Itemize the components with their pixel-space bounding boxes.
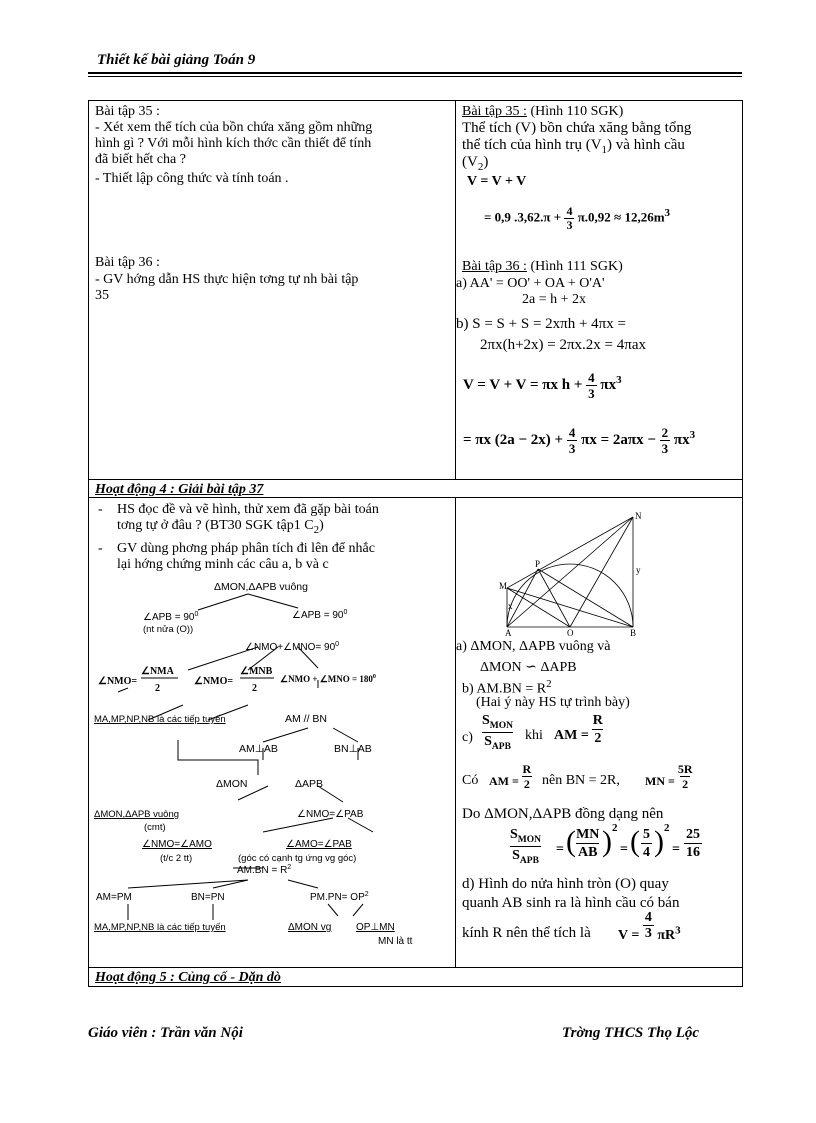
row-divider [88, 967, 742, 968]
ex35-right-title: Bài tập 35 : [462, 104, 527, 119]
ex36-right-heading [462, 259, 623, 275]
paren: ( [566, 825, 576, 858]
diag-d6a: ∠NMA [141, 666, 174, 677]
act4-right-c-frac: $S_{MON}$ $S_{APB}$ [482, 713, 514, 752]
act4-right-do: Do ΔMON,ΔAPB đồng dạng nên [462, 806, 664, 822]
ex35-right-text: thể tích của hình trụ (V [462, 137, 602, 153]
power: 2 [612, 822, 618, 834]
frac-num: S [482, 713, 490, 728]
ratio-frac-mn [576, 826, 599, 861]
ex35-left-line: - Thiết lập công thức và tính toán . [95, 171, 289, 186]
diag-d21: $AM.BN = R^2$ [237, 864, 292, 876]
ex35-right-line: Thể tích (V) bồn chứa xăng bằng tổng [462, 120, 692, 136]
diag-d27: OP⊥MN [356, 922, 395, 933]
act4-right-d1: d) Hình do nửa hình tròn (O) quay [462, 876, 669, 892]
diag-d26: ΔMON vg [288, 922, 332, 933]
fig-label-A: A [505, 628, 512, 638]
ex36-right-ref: (Hình 111 SGK) [526, 259, 623, 274]
frac-num: R [522, 762, 532, 776]
formula-text: πx = 2aπx − [581, 431, 660, 448]
diag-d7a: ∠MNB [240, 666, 273, 677]
act4-right-d2: quanh AB sinh ra là hình cầu có bán [462, 895, 680, 911]
diag-d7: ∠NMO= [194, 676, 234, 687]
formula-text: = 0,9 .3,62.π + [484, 209, 565, 225]
act4-right-co-mn: MN = $\frac{5R}{2}$ [645, 762, 693, 791]
ex35-left-line: - Xét xem thể tích của bồn chứa xăng gồm những [95, 120, 373, 135]
diag-d19: (t/c 2 tt) [160, 853, 193, 864]
diag-two: 2 [252, 683, 257, 694]
formula-text: AM = [489, 774, 522, 788]
ex35-formula-2: = 0,9 .3,62.π + 4 3 $\pi.0,92 \approx 12,26m^3$ [484, 204, 671, 232]
formula-text: πx [600, 376, 617, 393]
ex36-b-line: b) S = S + S = 2xπh + 4πx = [456, 316, 626, 332]
formula-text: = πx (2a − 2x) + [463, 431, 567, 448]
frac-num: 4 [644, 910, 652, 925]
fig-label-N: N [635, 511, 642, 521]
ex36-right-title: Bài tập 36 : [462, 259, 527, 274]
fig-label-B: B [630, 628, 637, 638]
diag-d4: ∠APB = $90^0$ [292, 609, 348, 621]
act4-right-co: Có [462, 773, 479, 788]
diag-d11: AM⊥AB [239, 743, 278, 755]
formula-text: π.0,92 ≈ 12,26m [577, 209, 665, 225]
paren: ( [630, 825, 640, 858]
diag-d16: ∠NMO=∠PAB [297, 809, 364, 820]
diag-d13b: ΔAPB [295, 778, 324, 790]
ex36-formula-2: = πx (2a − 2x) + 4 3 πx = 2aπx − 2 3 $\pi x^3$ [463, 425, 696, 456]
act4-right-a1: a) ΔMON, ΔAPB vuông và [456, 639, 611, 654]
footer-teacher: Giáo viên : Trần văn Nội [88, 1025, 243, 1041]
ex35-left-line: đã biết hết cha ? [95, 152, 186, 167]
ex35-right-heading [462, 104, 623, 120]
diag-d20: (góc có cạnh tg ứng vg góc) [238, 853, 357, 864]
bullet: - [98, 541, 103, 556]
act4-right-c-label: c) [462, 730, 473, 745]
frac-num: R [592, 713, 603, 728]
act4-right-b1: b) $AM.BN = R^2$ [462, 678, 552, 697]
ratio-frac-2516 [684, 826, 702, 861]
frac-num: S [510, 827, 518, 842]
frac-den: S [484, 733, 492, 749]
frac-num: MN [576, 827, 600, 842]
ratio-frac-54 [641, 826, 652, 861]
diag-d22: AM=PM [96, 892, 132, 903]
diag-d15: (cmt) [144, 822, 166, 833]
diag-d8: ∠NMO + ∠MNO = $180^0$ [280, 674, 376, 684]
formula-text: πx [673, 431, 690, 448]
frac-den: S [512, 847, 520, 863]
act4-right-c-am: AM = $\frac{R}{2}$ [554, 713, 603, 746]
ratio-frac-s: $S_{MON}$ $S_{APB}$ [510, 827, 542, 866]
ex36-formula-1: V = V + V = πx h + 4 3 $\pi x^3$ [463, 370, 622, 401]
diag-d5: ∠NMO+∠MNO= $90^0$ [245, 641, 340, 653]
diag-d14: ΔMON,ΔAPB vuông [94, 809, 180, 820]
frac-num: 5R [677, 762, 693, 776]
frac-den: AB [578, 845, 598, 860]
ex35-right-line: $(V_2)$ [462, 154, 489, 173]
ex36-b-line: 2πx(h+2x) = 2πx.2x = 4πax [480, 337, 646, 353]
act4-right-co-nen: nên BN = 2R, [542, 773, 620, 788]
ex35-right-line: thể tích của hình trụ $(V_1)$ và hình cầu [462, 137, 685, 156]
frac-den: 3 [644, 926, 652, 941]
ex35-right-ref: (Hình 110 SGK) [526, 104, 624, 119]
act4-text: tơng tự ở đâu ? (BT30 SGK tập1 C [117, 518, 314, 533]
formula-text: πR [657, 927, 676, 943]
diag-two: 2 [155, 683, 160, 694]
ex36-left-title: Bài tập 36 : [95, 255, 160, 270]
formula-text: V = V + V = πx h + [463, 376, 587, 393]
fig-label-P: P [535, 559, 541, 569]
paren: ) [654, 825, 664, 858]
act4-right-b2: (Hai ý này HS tự trình bày) [476, 695, 630, 710]
header-rule-thin [88, 76, 742, 77]
fig-label-O: O [567, 628, 574, 638]
formula-text: MN = [645, 774, 678, 788]
ex36-left-line: - GV hớng dẫn HS thực hiện tơng tự nh bài tập [95, 272, 359, 287]
analysis-diagram [88, 570, 455, 966]
header-rule [88, 72, 742, 74]
act4-line: tơng tự ở đâu ? (BT30 SGK tập1 $C_2$) [117, 518, 324, 536]
diag-d13: ΔMON [216, 778, 248, 790]
fig-label-y: y [636, 565, 641, 575]
activity-4-title: Hoạt động 4 : Giải bài tập 37 [95, 482, 264, 497]
diag-d9: MA,MP,NP,NB là các tiếp tuyến [94, 714, 226, 725]
frac-den: 16 [686, 845, 700, 860]
ex36-a-line: a) AA' = OO' + OA + O'A' [456, 276, 605, 291]
diag-d23: BN=PN [191, 892, 225, 903]
act4-right-a2: ΔMON ∽ ΔAPB [480, 660, 577, 675]
column-divider [455, 497, 456, 967]
diag-d3: (nt nửa (O)) [143, 624, 194, 635]
ex36-left-line: 35 [95, 288, 109, 303]
act4-right-d-formula: $V = \frac{4}{3} \pi R^3$ [618, 910, 681, 943]
formula-text: AM = [554, 728, 593, 743]
footer-school: Trờng THCS Thọ Lộc [562, 1025, 700, 1041]
act4-right-d3: kính R nên thể tích là [462, 925, 591, 941]
frac-den: 4 [643, 845, 650, 860]
ex35-left-line: hình gì ? Với mỗi hình kích thớc cần thiết để tính [95, 136, 372, 151]
act4-line: lại hớng chứng minh các câu a, b và c [117, 557, 329, 572]
ex35-formula-1 [467, 174, 526, 190]
frac-num: 25 [686, 827, 700, 842]
act4-right-c-khi: khi [525, 728, 543, 743]
ex36-a-line: 2a = h + 2x [522, 292, 587, 307]
diag-d2: ∠APB = $90^0$ [143, 611, 199, 623]
diag-d28: MN là tt [378, 936, 413, 947]
act4-line: GV dùng phơng pháp phân tích đi lên để nhắc [117, 541, 375, 556]
fig-label-x: x [508, 601, 513, 611]
power: 2 [664, 822, 670, 834]
diag-d25: MA,MP,NP,NB là các tiếp tuyến [94, 922, 226, 933]
diag-d10: AM // BN [285, 713, 328, 725]
activity-5-title: Hoạt động 5 : Củng cố - Dặn dò [95, 970, 281, 985]
fig-label-M: M [499, 581, 508, 591]
formula-text: V = [618, 927, 643, 943]
page-header: Thiết kế bài giảng Toán 9 [97, 52, 256, 68]
frac-num: 5 [643, 827, 650, 842]
act4-right-text: b) AM.BN = R [462, 681, 547, 697]
bullet: - [98, 502, 103, 517]
act4-line: HS đọc đề và vẽ hình, thử xem đã gặp bài toán [117, 502, 379, 517]
diag-d6: ∠NMO= [98, 676, 138, 687]
diag-d17: ∠NMO=∠AMO [142, 839, 212, 850]
geometry-figure [495, 505, 655, 642]
ex35-left-title: Bài tập 35 : [95, 104, 160, 119]
diag-d18: ∠AMO=∠PAB [286, 839, 352, 850]
diag-d24: $PM.PN= OP^2$ [310, 891, 369, 903]
diag-d1: ΔMON,ΔAPB vuông [214, 581, 308, 593]
ex35-right-text: ) và hình cầu [607, 137, 685, 153]
diag-d12: BN⊥AB [334, 743, 372, 755]
row-divider [88, 479, 742, 480]
formula-text: V = V + V [467, 174, 527, 189]
ex35-right-text: (V [462, 154, 478, 170]
act4-text: ) [319, 518, 324, 533]
act4-right-co-am: AM = $\frac{R}{2}$ [489, 762, 532, 791]
paren: ) [602, 825, 612, 858]
